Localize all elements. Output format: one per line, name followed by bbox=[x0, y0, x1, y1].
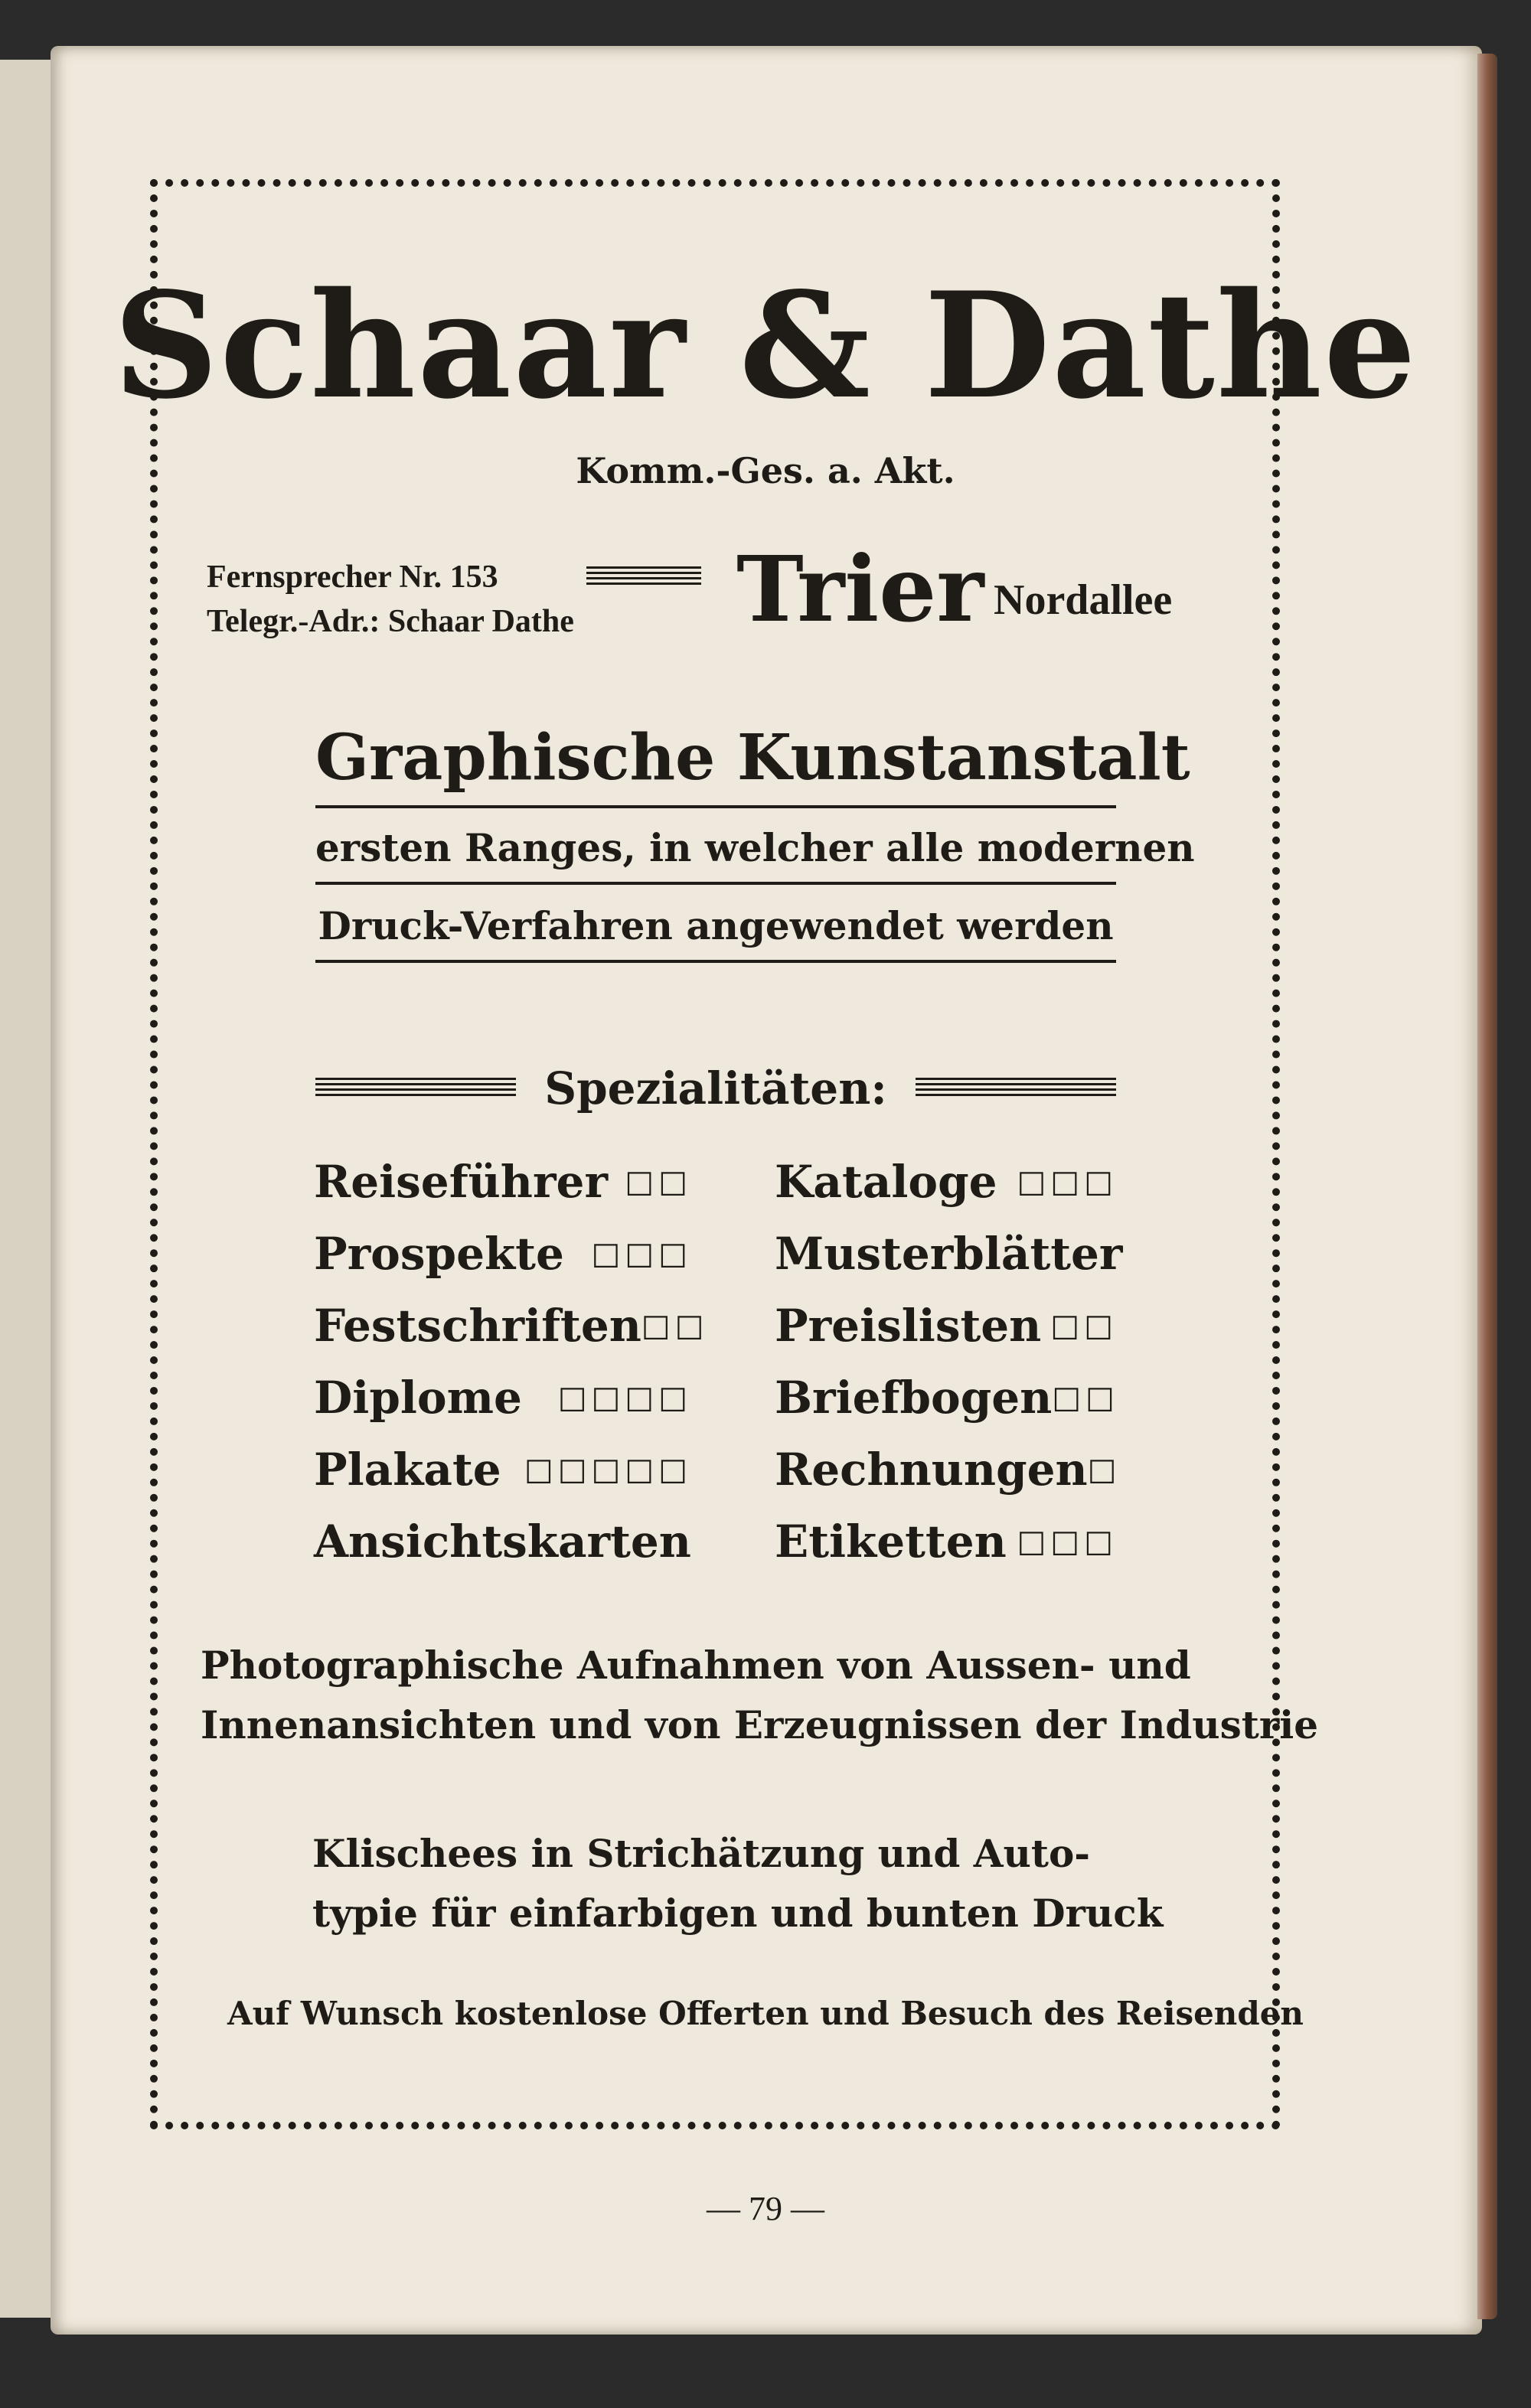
specialty-label: Rechnungen bbox=[775, 1444, 1088, 1496]
specialty-label: Reiseführer bbox=[314, 1156, 608, 1208]
specialty-filler-boxes: □□□ bbox=[591, 1236, 692, 1271]
page-number: — 79 — bbox=[707, 2190, 824, 2227]
specialties-ornament-left bbox=[315, 1078, 516, 1098]
cliches-line-2: typie für einfarbigen und bunten Druck bbox=[312, 1891, 1164, 1936]
specialty-item bbox=[775, 1228, 1123, 1280]
phone-number: Fernsprecher Nr. 153 bbox=[207, 560, 498, 595]
city-name: Trier bbox=[736, 536, 984, 642]
specialty-filler-boxes: □□□ bbox=[1017, 1524, 1118, 1559]
specialties-heading: Spezialitäten: bbox=[544, 1062, 887, 1114]
specialty-label: Musterblätter bbox=[775, 1228, 1123, 1280]
specialty-filler-boxes: □□ bbox=[641, 1308, 709, 1343]
specialty-item bbox=[314, 1516, 692, 1568]
specialty-item bbox=[775, 1372, 1118, 1424]
company-name: Schaar & Dathe bbox=[113, 260, 1418, 431]
specialty-item bbox=[314, 1444, 692, 1496]
specialty-filler-boxes: □□ bbox=[625, 1164, 692, 1199]
specialty-label: Festschriften bbox=[314, 1300, 641, 1352]
specialty-item bbox=[314, 1228, 692, 1280]
telegram-address: Telegr.-Adr.: Schaar Dathe bbox=[207, 604, 574, 639]
business-line-1: ersten Ranges, in welcher alle modernen bbox=[315, 825, 1195, 870]
specialty-filler-boxes: □□□ bbox=[1017, 1164, 1118, 1199]
specialty-label: Plakate bbox=[314, 1444, 501, 1496]
specialty-label: Briefbogen bbox=[775, 1372, 1053, 1424]
line1-rule bbox=[315, 882, 1116, 885]
specialty-filler-boxes: □□ bbox=[1050, 1308, 1118, 1343]
photo-line-1: Photographische Aufnahmen von Aussen- und bbox=[201, 1643, 1191, 1688]
specialty-filler-boxes: □□□□□ bbox=[524, 1452, 692, 1487]
business-line-2: Druck-Verfahren angewendet werden bbox=[318, 903, 1114, 948]
specialty-label: Prospekte bbox=[314, 1228, 564, 1280]
line2-rule bbox=[315, 960, 1116, 963]
specialty-item bbox=[314, 1372, 692, 1424]
specialty-label: Preislisten bbox=[775, 1300, 1042, 1352]
business-heading: Graphische Kunstanstalt bbox=[315, 721, 1190, 795]
specialty-item bbox=[775, 1516, 1118, 1568]
legal-form: Komm.-Ges. a. Akt. bbox=[576, 450, 955, 491]
specialty-label: Etiketten bbox=[775, 1516, 1007, 1568]
specialty-label: Ansichtskarten bbox=[314, 1516, 691, 1568]
offer-line: Auf Wunsch kostenlose Offerten und Besuch des Reisenden bbox=[227, 1995, 1304, 2032]
specialty-filler-boxes: □ bbox=[1087, 1452, 1121, 1487]
specialty-item bbox=[314, 1300, 709, 1352]
specialty-item bbox=[775, 1444, 1121, 1496]
specialty-item bbox=[775, 1156, 1118, 1208]
specialty-item bbox=[775, 1300, 1118, 1352]
specialty-item bbox=[314, 1156, 692, 1208]
street-name: Nordallee bbox=[994, 576, 1173, 624]
photo-line-2: Innenansichten und von Erzeugnissen der Industrie bbox=[201, 1702, 1319, 1747]
specialty-label: Diplome bbox=[314, 1372, 522, 1424]
specialty-filler-boxes: □□□□ bbox=[557, 1380, 692, 1415]
specialties-ornament-right bbox=[916, 1078, 1116, 1098]
specialty-label: Kataloge bbox=[775, 1156, 997, 1208]
phone-ornament-lines bbox=[586, 566, 701, 586]
cliches-line-1: Klischees in Strichätzung und Auto- bbox=[312, 1831, 1091, 1876]
specialty-filler-boxes: □□ bbox=[1052, 1380, 1119, 1415]
heading-rule bbox=[315, 805, 1116, 808]
